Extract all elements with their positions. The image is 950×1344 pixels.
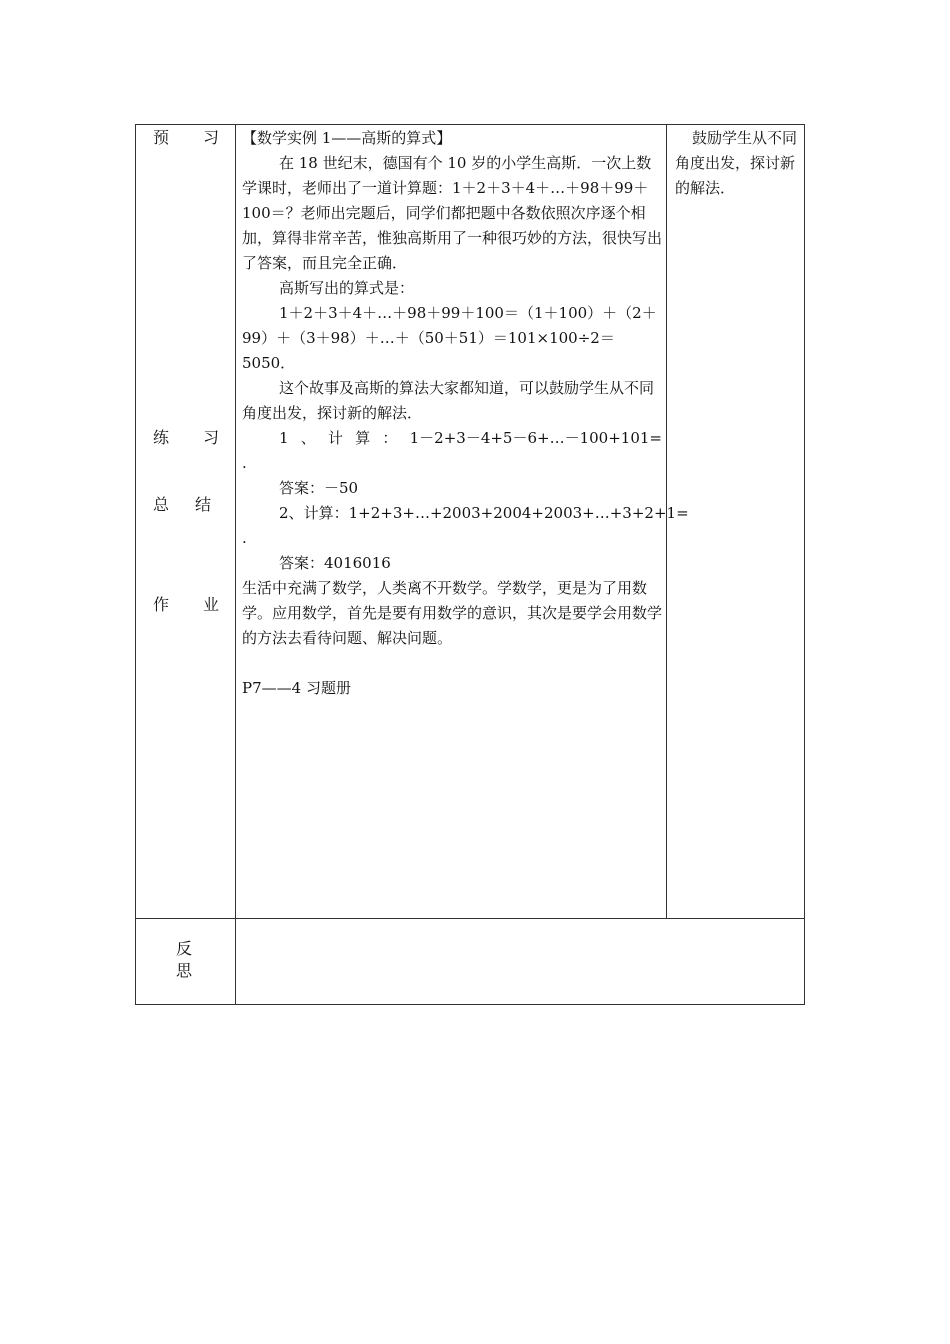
question-1-tail: . [242,454,247,472]
summary-paragraph: 生活中充满了数学，人类离不开数学。学数学，更是为了用数学。应用数学，首先是要有用数学的意识，其次是要学会用数学的方法去看待问题、解决问题。 [242,579,663,647]
story-conclusion: 这个故事及高斯的算法大家都知道，可以鼓励学生从不同角度出发，探讨新的解法． [242,379,655,422]
row-divider [135,918,805,919]
side-note: 鼓励学生从不同角度出发，探讨新的解法． [675,129,798,197]
answer-1: 答案：－50 [279,479,359,497]
question-1: 1 、 计 算 ： 1－2+3－4+5－6+…－100+101= [279,429,662,447]
formula-intro: 高斯写出的算式是： [279,279,415,297]
label-reflection: 反 思 [176,939,193,980]
homework-text: P7——4 习题册 [242,679,351,697]
question-2-tail: . [242,529,247,547]
question-2: 2 、 计 算 ： 1+2+3+…+2003+2004+2003+…+3+2+1= [279,504,689,522]
answer-2: 答案：4016016 [279,554,391,572]
main-content [242,126,689,701]
column-divider-left [235,124,236,1005]
story-paragraph: 在 18 世纪末，德国有个 10 岁的小学生高斯．一次上数学课时，老师出了一道计算题：1＋2＋3＋4＋…＋98＋99＋100＝？老师出完题后，同学们都把题中各数依照次序逐个相加，算得非常辛苦，惟独高斯用了一种很巧妙的方法，很快写出了答案，而且完全正确． [242,154,663,272]
example-title: 【数学实例 1——高斯的算式】 [242,129,452,147]
formula-paragraph: 1＋2＋3＋4＋…＋98＋99＋100＝（1＋100）＋（2＋99）＋（3＋98）＋…＋（50＋51）＝101×100÷2＝5050． [242,304,657,372]
